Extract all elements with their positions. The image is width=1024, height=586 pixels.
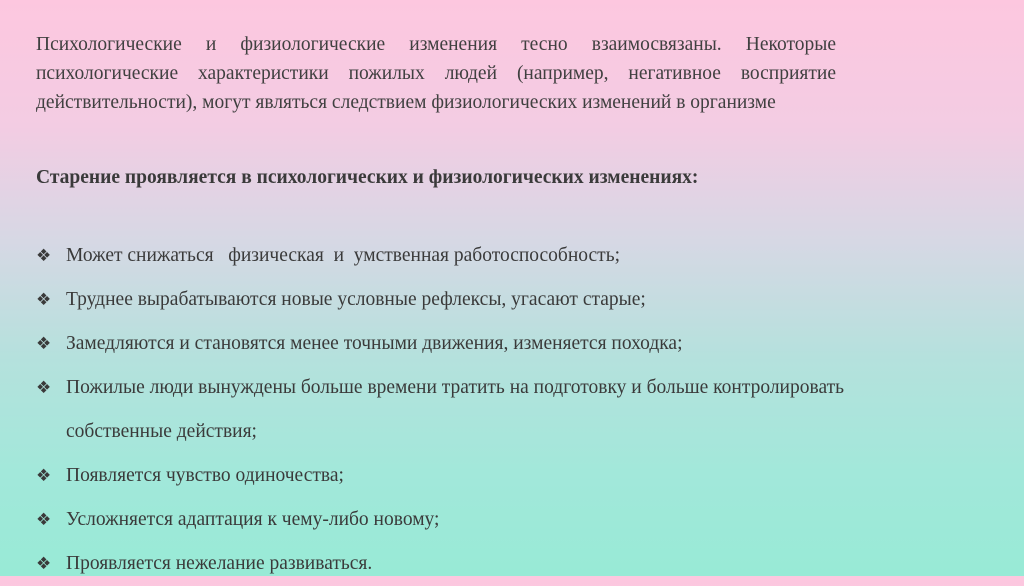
diamond-bullet-icon: ❖ xyxy=(36,246,52,266)
list-item-text: Проявляется нежелание развиваться. xyxy=(66,553,373,574)
list-item-text: Появляется чувство одиночества; xyxy=(66,465,344,486)
diamond-bullet-icon: ❖ xyxy=(36,510,52,530)
list-item-text: Пожилые люди вынуждены больше времени тратить на подготовку и больше контролировать собственные действия; xyxy=(66,377,849,442)
diamond-bullet-icon: ❖ xyxy=(36,466,52,486)
list-item xyxy=(36,234,916,278)
list-item-text: Может снижаться физическая и умственная работоспособность; xyxy=(66,245,621,266)
list-item xyxy=(36,454,916,498)
list-item-text: Усложняется адаптация к чему-либо новому; xyxy=(66,509,440,530)
intro-paragraph: Психологические и физиологические изменения тесно взаимосвязаны. Некоторые психологические характеристики пожилых людей (например, негативное восприятие действительности), могут являться следствием физиологических изменений в организме xyxy=(36,34,836,113)
section-heading: Старение проявляется в психологических и физиологических изменениях: xyxy=(36,167,699,188)
list-item xyxy=(36,366,916,454)
diamond-bullet-icon: ❖ xyxy=(36,334,52,354)
diamond-bullet-icon: ❖ xyxy=(36,378,52,398)
list-item xyxy=(36,542,916,586)
list-item-text: Замедляются и становятся менее точными движения, изменяется походка; xyxy=(66,333,683,354)
diamond-bullet-icon: ❖ xyxy=(36,290,52,310)
bullet-list xyxy=(36,234,916,586)
list-item xyxy=(36,498,916,542)
list-item-text: Труднее вырабатываются новые условные рефлексы, угасают старые; xyxy=(66,289,646,310)
list-item xyxy=(36,322,916,366)
diamond-bullet-icon: ❖ xyxy=(36,554,52,574)
list-item xyxy=(36,278,916,322)
